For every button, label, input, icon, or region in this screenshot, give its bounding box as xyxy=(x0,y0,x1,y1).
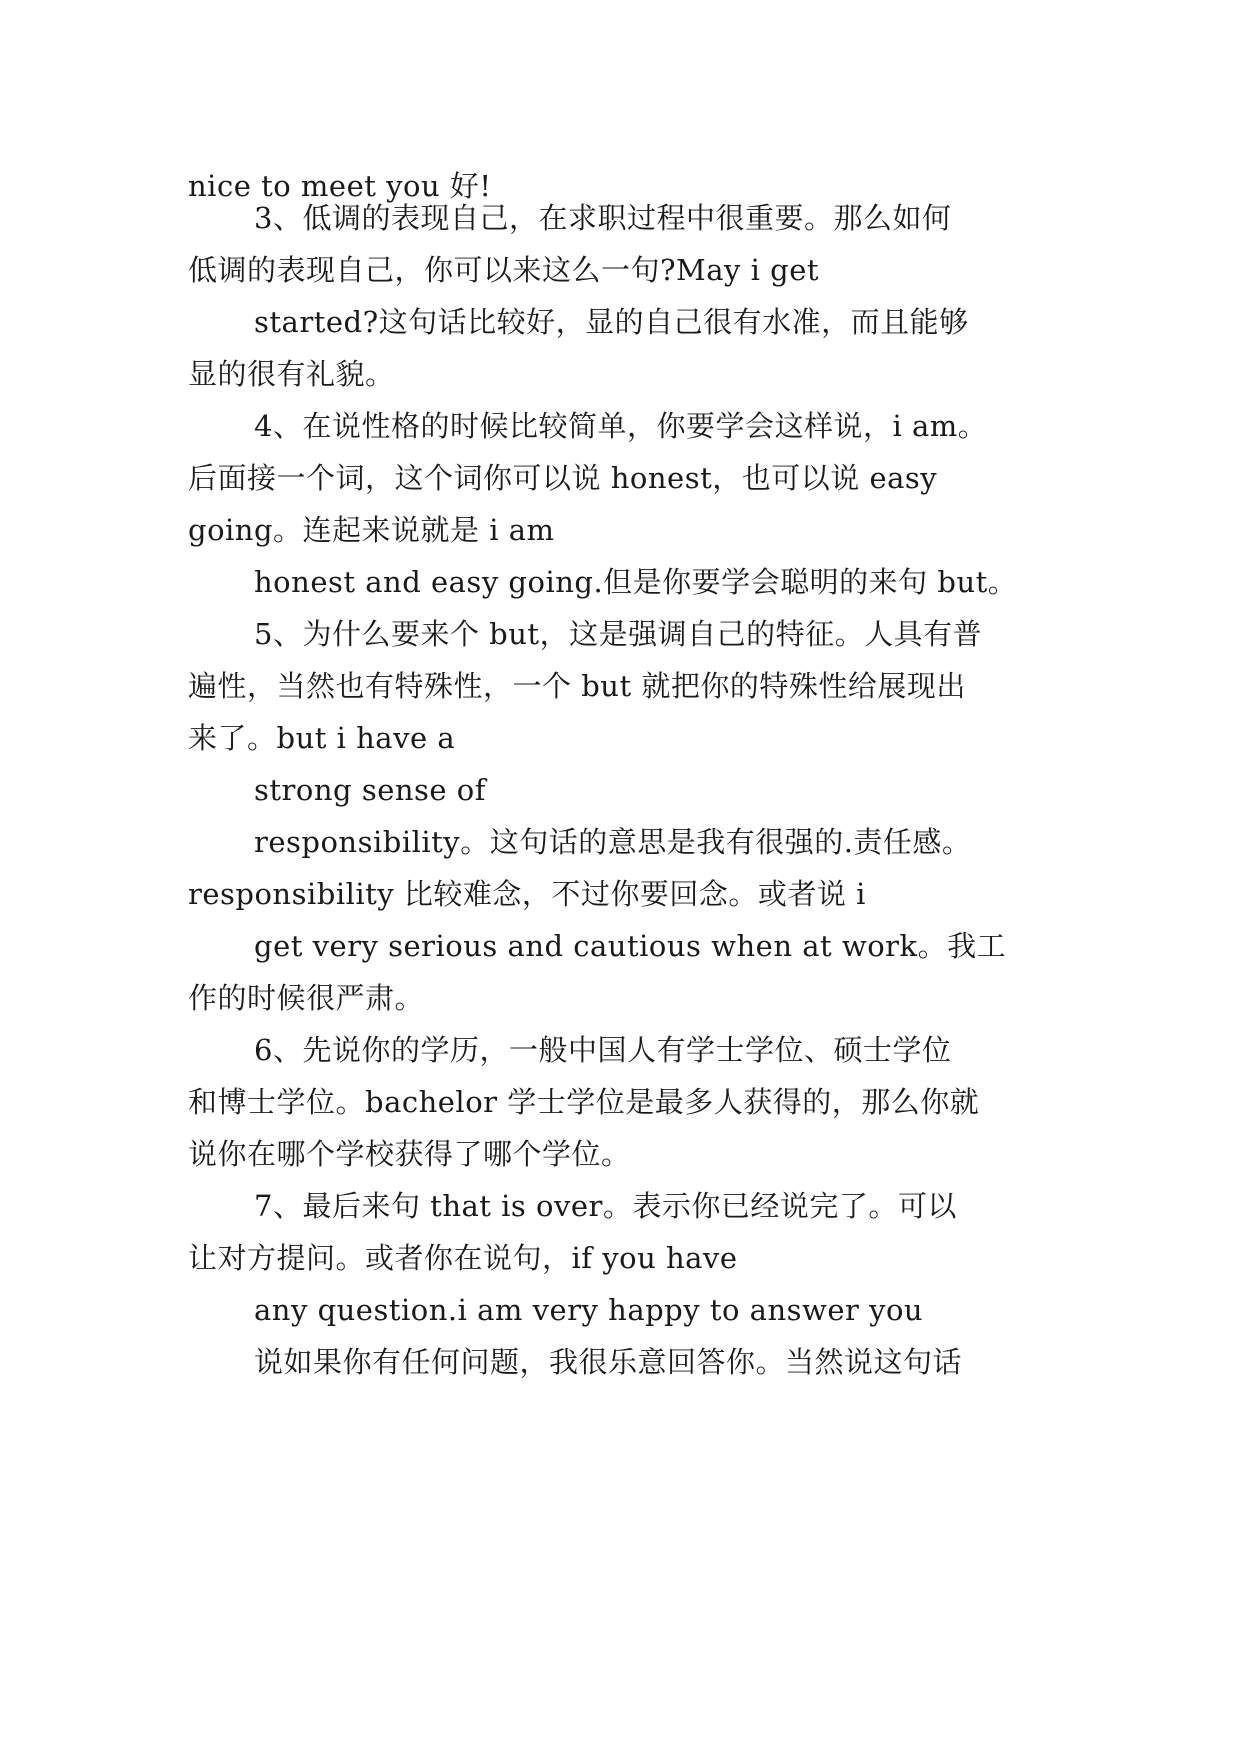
text-line: 和博士学位。bachelor 学士学位是最多人获得的，那么你就 xyxy=(188,1085,980,1119)
text-line: 作的时候很严肃。 xyxy=(188,981,425,1015)
text-line: going。连起来说就是 i am xyxy=(188,513,555,547)
text-line: 说如果你有任何问题，我很乐意回答你。当然说这句话 xyxy=(254,1345,963,1379)
text-line: honest and easy going.但是你要学会聪明的来句 but。 xyxy=(254,565,1018,599)
text-line: started?这句话比较好，显的自己很有水准，而且能够 xyxy=(254,305,969,339)
text-line: 5、为什么要来个 but，这是强调自己的特征。人具有普 xyxy=(254,617,983,651)
text-line: 遍性，当然也有特殊性，一个 but 就把你的特殊性给展现出 xyxy=(188,669,966,703)
text-line: 后面接一个词，这个词你可以说 honest，也可以说 easy xyxy=(188,461,938,495)
text-line: strong sense of xyxy=(254,773,486,807)
text-line: responsibility 比较难念，不过你要回念。或者说 i xyxy=(188,877,866,911)
text-line: 7、最后来句 that is over。表示你已经说完了。可以 xyxy=(254,1189,957,1223)
text-line: 说你在哪个学校获得了哪个学位。 xyxy=(188,1137,631,1171)
text-line: 让对方提问。或者你在说句，if you have xyxy=(188,1241,738,1275)
text-line: 6、先说你的学历，一般中国人有学士学位、硕士学位 xyxy=(254,1033,952,1067)
text-line: 低调的表现自己，你可以来这么一句?May i get xyxy=(188,253,820,287)
text-line: get very serious and cautious when at work。我工 xyxy=(254,929,1007,963)
text-line: 4、在说性格的时候比较简单，你要学会这样说，i am。 xyxy=(254,409,988,443)
text-line: responsibility。这句话的意思是我有很强的.责任感。 xyxy=(254,825,972,859)
text-line: nice to meet you 好! xyxy=(188,169,492,203)
text-line: 3、低调的表现自己，在求职过程中很重要。那么如何 xyxy=(254,201,952,235)
text-line: any question.i am very happy to answer you xyxy=(254,1293,924,1327)
text-line: 显的很有礼貌。 xyxy=(188,357,395,391)
text-line: 来了。but i have a xyxy=(188,721,456,755)
